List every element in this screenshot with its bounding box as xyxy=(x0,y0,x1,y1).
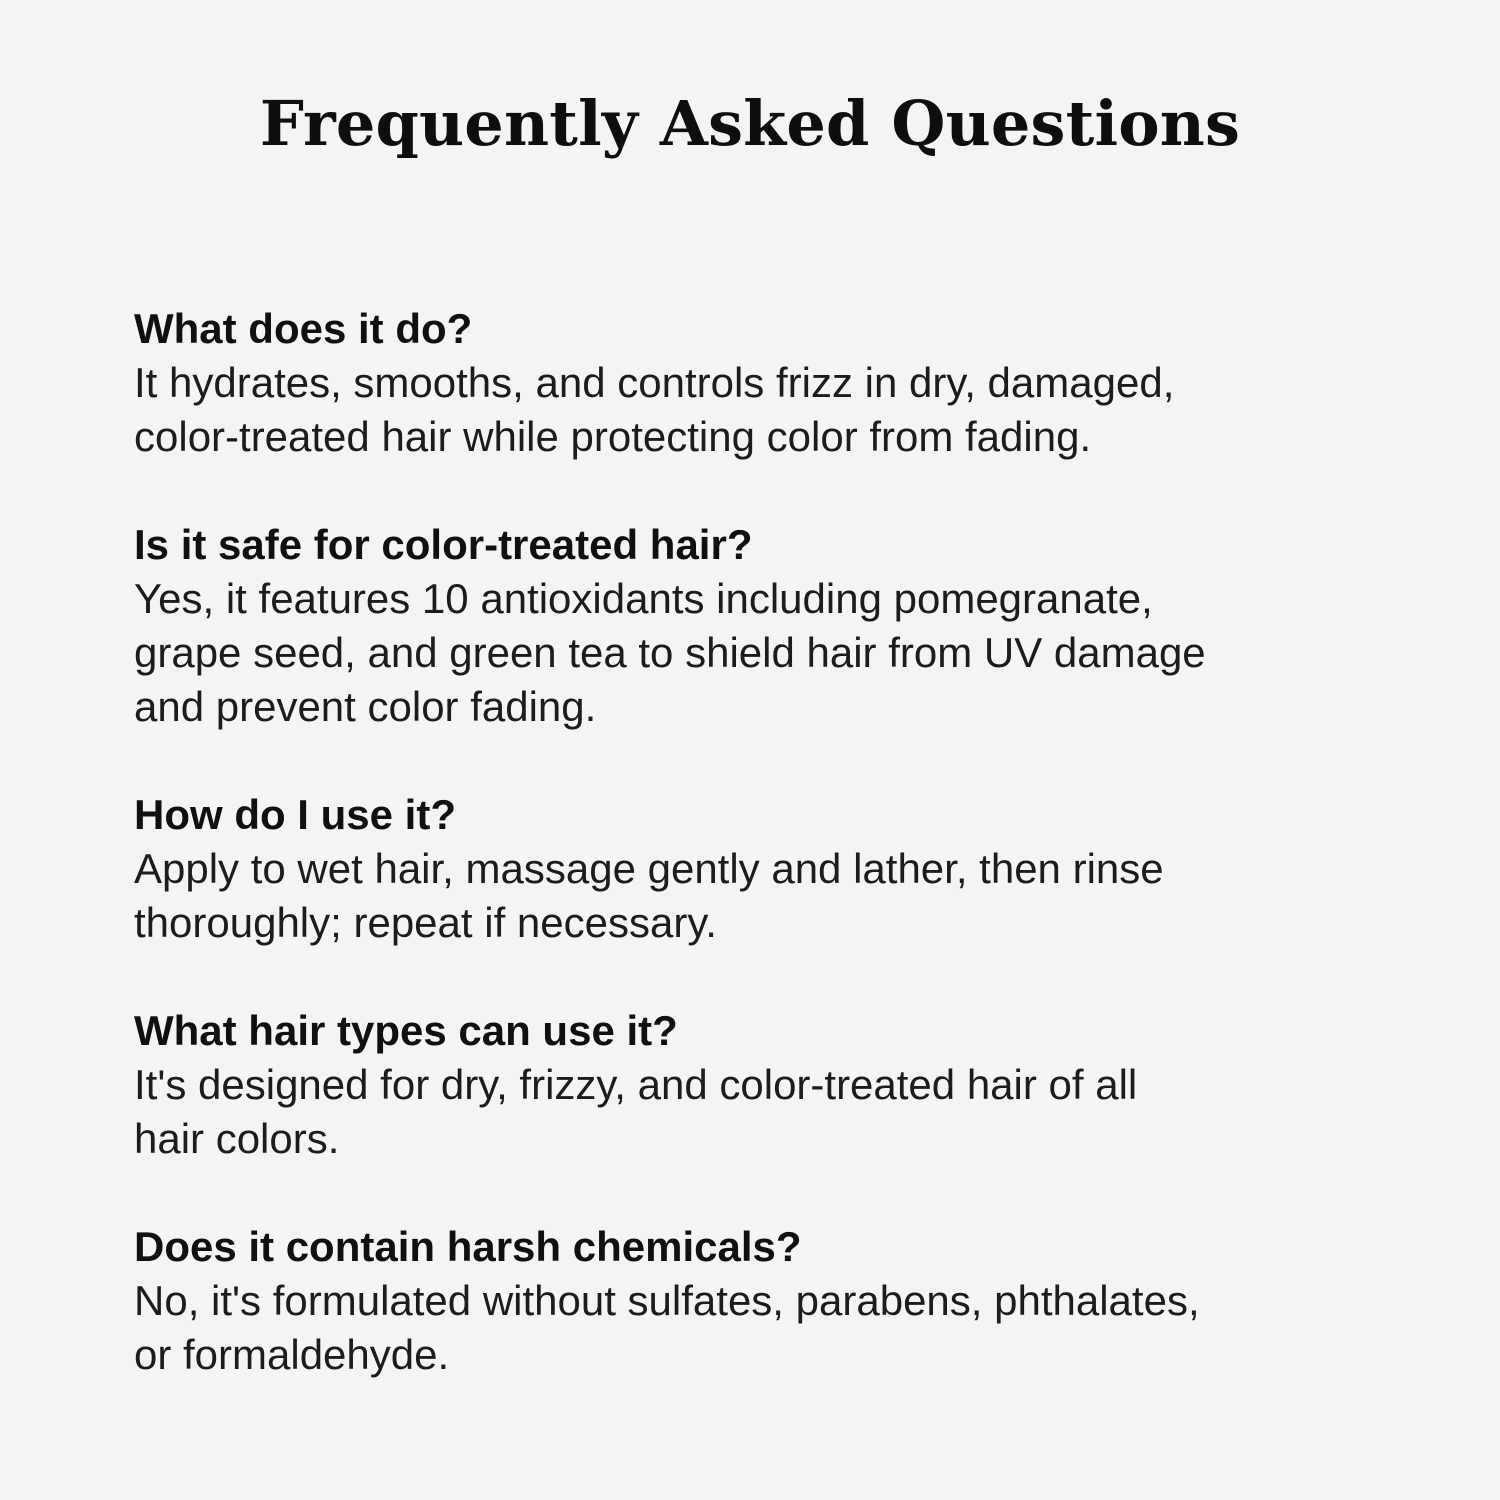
faq-item-harsh-chemicals xyxy=(134,1220,1384,1382)
faq-answer-line: It's designed for dry, frizzy, and color-treated hair of all xyxy=(134,1061,1138,1108)
faq-question: How do I use it? xyxy=(134,791,456,838)
faq-answer-line: Yes, it features 10 antioxidants including pomegranate, xyxy=(134,575,1153,622)
faq-answer-line: grape seed, and green tea to shield hair from UV damage xyxy=(134,629,1206,676)
faq-question: Is it safe for color-treated hair? xyxy=(134,521,753,568)
page-title: Frequently Asked Questions xyxy=(259,87,1241,160)
faq-item-how-to-use xyxy=(134,788,1384,950)
faq-answer-line: Apply to wet hair, massage gently and lather, then rinse xyxy=(134,845,1164,892)
faq-answer xyxy=(134,1274,1384,1382)
faq-list xyxy=(134,302,1384,1436)
faq-answer xyxy=(134,842,1384,950)
faq-answer-line: color-treated hair while protecting color from fading. xyxy=(134,413,1092,460)
faq-answer xyxy=(134,356,1384,464)
faq-answer-line: thoroughly; repeat if necessary. xyxy=(134,899,717,946)
faq-answer-line: hair colors. xyxy=(134,1115,340,1162)
faq-answer-line: and prevent color fading. xyxy=(134,683,597,730)
faq-answer-line: or formaldehyde. xyxy=(134,1331,450,1378)
faq-item-what-does-it-do xyxy=(134,302,1384,464)
faq-item-hair-types xyxy=(134,1004,1384,1166)
faq-answer-line: No, it's formulated without sulfates, parabens, phthalates, xyxy=(134,1277,1200,1324)
faq-item-safe-for-color-treated xyxy=(134,518,1384,734)
faq-question: What does it do? xyxy=(134,305,473,352)
faq-answer xyxy=(134,1058,1384,1166)
faq-answer-line: It hydrates, smooths, and controls frizz in dry, damaged, xyxy=(134,359,1175,406)
faq-question: What hair types can use it? xyxy=(134,1007,678,1054)
faq-question: Does it contain harsh chemicals? xyxy=(134,1223,802,1270)
faq-answer xyxy=(134,572,1384,734)
